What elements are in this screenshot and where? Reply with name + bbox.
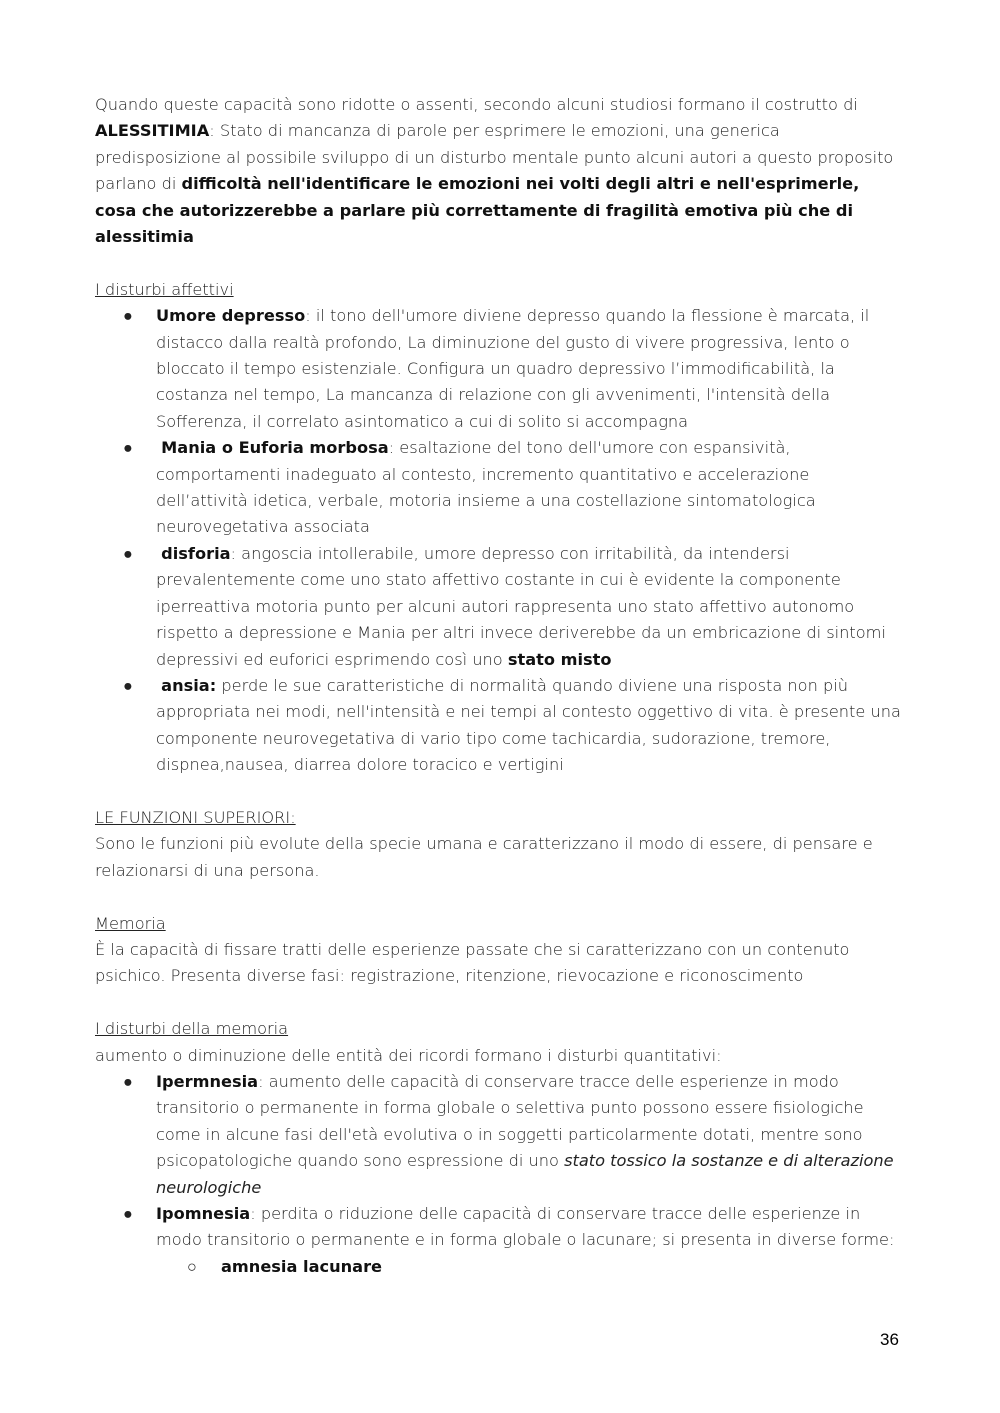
list-item-italic: stato tossico la sostanze e di alterazione neurologiche	[156, 1151, 894, 1197]
list-item-text: : angoscia intollerabile, umore depresso con irritabilità, da intendersi prevalentemente come uno stato affettivo costante in cui è evidente la componente iperreattiva motoria punto per alcuni autori rappresenta uno stato affettivo autonomo rispetto a depressione e Mania per altri invece deriverebbe da un embricazione di sintomi depressivi ed euforici esprimendo così uno	[156, 543, 886, 669]
list-item-term-2: stato misto	[507, 649, 612, 669]
list-item	[95, 673, 905, 779]
intro-text-2: : Stato di mancanza di parole per esprimere le emozioni, una generica predisposizione al possibile sviluppo di un disturbo mentale punto alcuni autori a questo proposito parlano di	[95, 121, 894, 194]
memory-sub-list	[95, 1254, 905, 1280]
memory-text: È la capacità di fissare tratti delle esperienze passate che si caratterizzano con un contenuto psichico. Presenta diverse fasi: registrazione, ritenzione, rievocazione e riconoscimento	[95, 939, 850, 986]
memory-disorders-intro: aumento o diminuzione delle entità dei ricordi formano i disturbi quantitativi:	[95, 1045, 722, 1065]
term-alessitimia: ALESSITIMIA	[95, 121, 210, 141]
hollow-bullet-icon: ○	[187, 1256, 197, 1276]
list-item	[95, 435, 905, 541]
list-item-term: ansia:	[161, 675, 217, 695]
section-heading-memory: Memoria	[95, 913, 166, 933]
superior-text: Sono le funzioni più evolute della specie umana e caratterizzano il modo di essere, di pensare e relazionarsi di una persona.	[95, 834, 873, 880]
section-heading-affective: I disturbi affettivi	[95, 279, 234, 299]
list-item-term: disforia	[161, 543, 231, 563]
intro-paragraph	[95, 92, 905, 250]
page-number: 36	[880, 1330, 899, 1349]
section-heading-memory-disorders: I disturbi della memoria	[95, 1019, 289, 1039]
bullet-icon: ●	[123, 543, 133, 563]
list-item-term: Ipomnesia	[156, 1204, 251, 1223]
list-item-text: : esaltazione del tono dell'umore con espansività, comportamenti inadeguato al contesto, incremento quantitativo e accelerazione dell’attività idetica, verbale, motoria insieme a una costellazione sintomatologica neurovegetativa associata	[156, 438, 816, 537]
sub-list-item-term: amnesia lacunare	[221, 1256, 383, 1276]
list-item-term: Umore depresso	[156, 306, 306, 326]
affective-list	[95, 303, 905, 778]
intro-text: Quando queste capacità sono ridotte o assenti, secondo alcuni studiosi formano il costrutto di	[95, 95, 858, 114]
section-heading-superior: LE FUNZIONI SUPERIORI:	[95, 807, 296, 827]
intro-bold-text: difficoltà nell'identificare le emozioni nei volti degli altri e nell'esprimerle, cosa che autorizzerebbe a parlare più correttamente di fragilità emotiva più che di alessitimia	[95, 174, 860, 247]
list-item	[95, 541, 905, 673]
sub-list-item	[95, 1254, 905, 1280]
list-item-text: perde le sue caratteristiche di normalità quando diviene una risposta non più appropriata nei modi, nell'intensità e nei tempi al contesto oggettivo di vita. è presente una componente neurovegetativa di vario tipo come tachicardia, sudorazione, tremore, dispnea,nausea, diarrea dolore toracico e vertigini	[156, 675, 901, 775]
bullet-icon: ●	[123, 675, 133, 695]
list-item-text: : il tono dell'umore diviene depresso quando la flessione è marcata, il distacco dalla realtà profondo, La diminuzione del gusto di vivere progressiva, lento o bloccato il tempo esistenziale. Configura un quadro depressivo l’immodificabilità, la costanza nel tempo, La mancanza di relazione con gli avvenimenti, l'intensità della Sofferenza, il correlato asintomatico a cui di solito si accompagna	[156, 306, 870, 431]
list-item	[95, 1069, 905, 1201]
list-item-term: Ipermnesia	[156, 1071, 259, 1091]
bullet-icon: ●	[123, 438, 133, 458]
list-item-text: : perdita o riduzione delle capacità di conservare tracce delle esperienze in modo transitorio o permanente e in forma globale o lacunare; si presenta in diverse forme:	[156, 1204, 895, 1250]
document-page	[95, 92, 905, 1280]
memory-disorders-list	[95, 1069, 905, 1254]
list-item-term: Mania o Euforia morbosa	[161, 438, 389, 458]
bullet-icon: ●	[123, 306, 133, 326]
list-item	[95, 303, 905, 435]
list-item-text: : aumento delle capacità di conservare tracce delle esperienze in modo transitorio o permanente in forma globale o selettiva punto possono essere fisiologiche come in alcune fasi dell'età evolutiva o in soggetti particolarmente dotati, mentre sono psicopatologiche quando sono espressione di uno	[156, 1071, 864, 1171]
list-item	[95, 1201, 905, 1254]
bullet-icon: ●	[123, 1204, 133, 1223]
bullet-icon: ●	[123, 1071, 133, 1091]
